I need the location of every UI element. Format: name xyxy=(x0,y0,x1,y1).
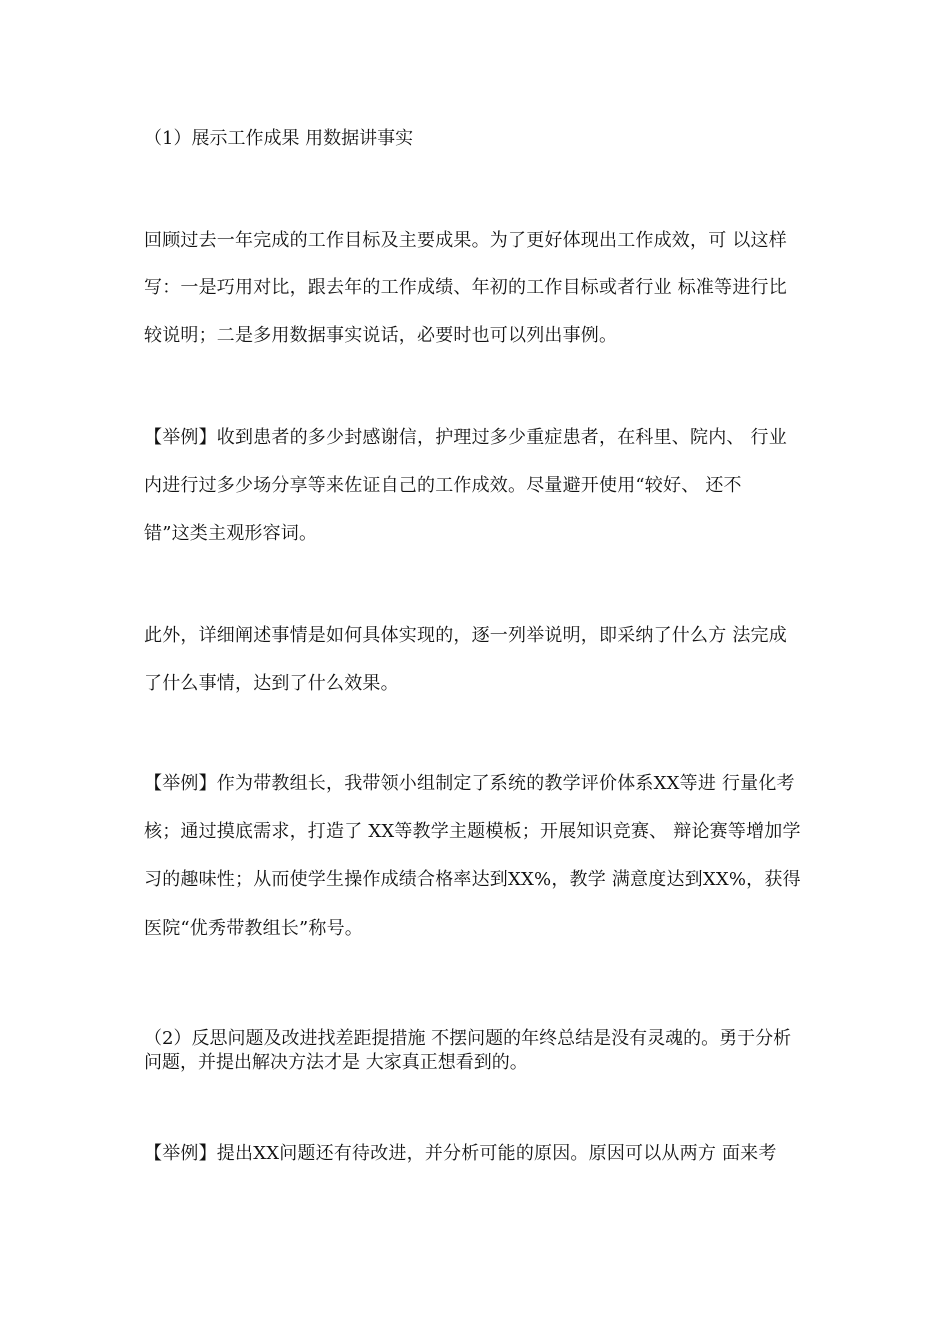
section1-para1-line1: 回顾过去一年完成的工作目标及主要成果。为了更好体现出工作成效，可 以这样 xyxy=(144,230,787,251)
section1-example2-line2: 核；通过摸底需求，打造了 XX等教学主题模板；开展知识竞赛、 辩论赛等增加学 xyxy=(144,821,801,842)
section1-para2-line2: 了什么事情，达到了什么效果。 xyxy=(144,673,399,694)
section1-example1-line3: 错”这类主观形容词。 xyxy=(144,523,318,544)
section1-heading: （1）展示工作成果 用数据讲事实 xyxy=(144,128,414,149)
section1-para1-line2: 写：一是巧用对比，跟去年的工作成绩、年初的工作目标或者行业 标准等进行比 xyxy=(144,277,787,298)
section1-example2-line3: 习的趣味性；从而使学生操作成绩合格率达到XX%，教学 满意度达到XX%，获得 xyxy=(144,869,801,890)
section2-heading-line1: （2）反思问题及改进找差距提措施 不摆问题的年终总结是没有灵魂的。勇于分析 xyxy=(144,1028,792,1049)
section1-example2-line1: 【举例】作为带教组长，我带领小组制定了系统的教学评价体系XX等进 行量化考 xyxy=(144,773,795,794)
section1-example1-line2: 内进行过多少场分享等来佐证自己的工作成效。尽量避开使用“较好、 还不 xyxy=(144,475,742,496)
section1-example1-line1: 【举例】收到患者的多少封感谢信，护理过多少重症患者，在科里、院内、 行业 xyxy=(144,427,787,448)
section1-example2-line4: 医院“优秀带教组长”称号。 xyxy=(144,918,364,939)
section1-para1-line3: 较说明；二是多用数据事实说话，必要时也可以列出事例。 xyxy=(144,325,618,346)
section2-heading-line2: 问题，并提出解决方法才是 大家真正想看到的。 xyxy=(144,1052,528,1073)
section1-para2-line1: 此外，详细阐述事情是如何具体实现的，逐一列举说明，即采纳了什么方 法完成 xyxy=(144,625,787,646)
section2-example1-line1: 【举例】提出XX问题还有待改进，并分析可能的原因。原因可以从两方 面来考 xyxy=(144,1143,777,1164)
